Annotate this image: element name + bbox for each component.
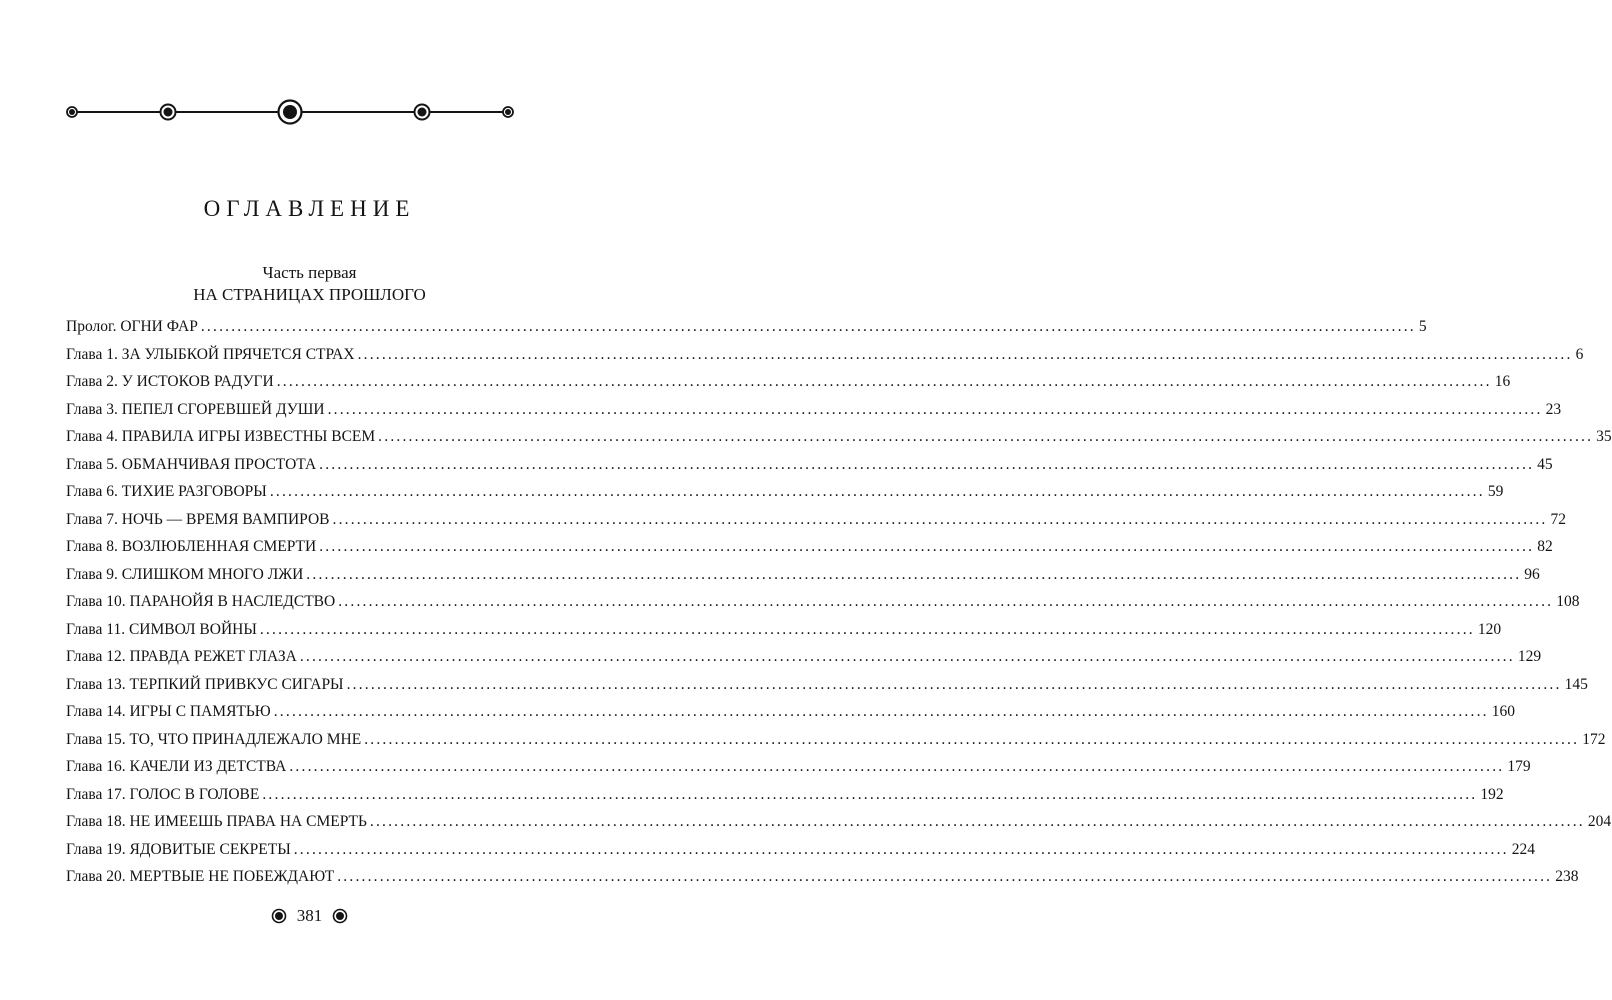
toc-entry-page: 5: [1418, 318, 1427, 335]
toc-entry-title: Пролог. ОГНИ ФАР: [66, 318, 198, 335]
page-number: 381: [296, 906, 323, 925]
toc-entry-page: 238: [1555, 868, 1579, 885]
toc-entry: [66, 313, 1427, 341]
toc-entry-page: 82: [1537, 538, 1553, 555]
toc-dot-leader: ........................................................................................................................................................................................................: [262, 785, 1478, 803]
toc-entry: [66, 726, 1606, 754]
toc-dot-leader: ........................................................................................................................................................................................................: [200, 318, 1416, 335]
toc-dot-leader: ........................................................................................................................................................................................................: [276, 373, 1492, 390]
toc-entry: [66, 698, 1515, 726]
toc-entry-title: Глава 1. ЗА УЛЫБКОЙ ПРЯЧЕТСЯ СТРАХ: [66, 345, 355, 363]
toc-entry: [66, 423, 1612, 451]
toc-entry-title: Глава 7. НОЧЬ — ВРЕМЯ ВАМПИРОВ: [66, 510, 330, 528]
toc-dot-leader: ........................................................................................................................................................................................................: [338, 593, 1554, 610]
footer-ornament-left-icon: [271, 908, 287, 924]
toc-dot-leader: ........................................................................................................................................................................................................: [319, 538, 1535, 555]
toc-dot-leader: ........................................................................................................................................................................................................: [369, 813, 1585, 830]
toc-entry-page: 145: [1564, 675, 1588, 693]
toc-entry: [66, 478, 1504, 506]
toc-entry-title: Глава 6. ТИХИЕ РАЗГОВОРЫ: [66, 483, 267, 500]
toc-entry-page: 179: [1507, 758, 1531, 775]
toc-entry: [66, 643, 1542, 671]
toc-entry-title: Глава 17. ГОЛОС В ГОЛОВЕ: [66, 785, 260, 803]
toc-dot-leader: ........................................................................................................................................................................................................: [269, 483, 1485, 500]
toc-entry: [66, 808, 1612, 836]
toc-entry: [66, 616, 1502, 644]
toc-entry-title: Глава 4. ПРАВИЛА ИГРЫ ИЗВЕСТНЫ ВСЕМ: [66, 428, 376, 445]
toc-entry: [66, 588, 1580, 616]
toc-dot-leader: ........................................................................................................................................................................................................: [357, 345, 1573, 363]
toc-entry-page: 72: [1550, 510, 1566, 528]
toc-entry-title: Глава 2. У ИСТОКОВ РАДУГИ: [66, 373, 274, 390]
toc-dot-leader: ........................................................................................................................................................................................................: [273, 703, 1489, 720]
toc-entry-title: Глава 5. ОБМАНЧИВАЯ ПРОСТОТА: [66, 455, 317, 473]
toc-entry-title: Глава 19. ЯДОВИТЫЕ СЕКРЕТЫ: [66, 840, 291, 858]
toc-entry-title: Глава 3. ПЕПЕЛ СГОРЕВШЕЙ ДУШИ: [66, 400, 325, 418]
toc-entry: [66, 836, 1535, 864]
toc-dot-leader: ........................................................................................................................................................................................................: [364, 730, 1580, 748]
toc-entry: [66, 451, 1553, 479]
toc-entry-page: 129: [1517, 648, 1542, 665]
toc-entry-title: Глава 12. ПРАВДА РЕЖЕТ ГЛАЗА: [66, 648, 297, 665]
toc-entry-title: Глава 9. СЛИШКОМ МНОГО ЛЖИ: [66, 565, 304, 583]
toc-entry-page: 192: [1480, 785, 1504, 803]
toc-entry-title: Глава 13. ТЕРПКИЙ ПРИВКУС СИГАРЫ: [66, 675, 344, 693]
part-label: Часть первая: [262, 263, 357, 282]
toc-entry-page: 204: [1587, 813, 1612, 830]
toc-dot-leader: ........................................................................................................................................................................................................: [327, 400, 1543, 418]
toc-dot-leader: ........................................................................................................................................................................................................: [337, 868, 1553, 885]
toc-dot-leader: ........................................................................................................................................................................................................: [378, 428, 1594, 445]
ornament-node-medium-left: [161, 105, 176, 120]
ornament-node-small-right: [503, 107, 513, 117]
toc-entry: [66, 561, 1540, 589]
table-of-contents: [66, 313, 1612, 891]
toc-entry-title: Глава 10. ПАРАНОЙЯ В НАСЛЕДСТВО: [66, 593, 336, 610]
ornament-node-small-left: [67, 107, 77, 117]
toc-entry-title: Глава 18. НЕ ИМЕЕШЬ ПРАВА НА СМЕРТЬ: [66, 813, 367, 830]
toc-entry: [66, 533, 1553, 561]
toc-entry: [66, 341, 1584, 369]
toc-entry: [66, 863, 1579, 891]
toc-dot-leader: ........................................................................................................................................................................................................: [332, 510, 1548, 528]
toc-entry-title: Глава 8. ВОЗЛЮБЛЕННАЯ СМЕРТИ: [66, 538, 317, 555]
toc-entry-page: 59: [1487, 483, 1504, 500]
toc-entry: [66, 753, 1531, 781]
toc-entry-page: 224: [1511, 840, 1535, 858]
toc-dot-leader: ........................................................................................................................................................................................................: [293, 840, 1509, 858]
toc-entry-page: 120: [1477, 620, 1502, 638]
toc-entry-page: 35: [1596, 428, 1612, 445]
page-footer: [0, 906, 619, 926]
toc-dot-leader: ........................................................................................................................................................................................................: [346, 675, 1562, 693]
toc-entry-page: 23: [1545, 400, 1562, 418]
toc-entry-title: Глава 20. МЕРТВЫЕ НЕ ПОБЕЖДАЮТ: [66, 868, 335, 885]
toc-entry-title: Глава 11. СИМВОЛ ВОЙНЫ: [66, 620, 257, 638]
toc-dot-leader: ........................................................................................................................................................................................................: [319, 455, 1535, 473]
ornament-divider: [60, 96, 520, 128]
toc-dot-leader: ........................................................................................................................................................................................................: [289, 758, 1505, 775]
ornament-node-medium-right: [415, 105, 430, 120]
toc-entry-page: 45: [1537, 455, 1553, 473]
toc-entry-title: Глава 15. ТО, ЧТО ПРИНАДЛЕЖАЛО МНЕ: [66, 730, 362, 748]
toc-dot-leader: ........................................................................................................................................................................................................: [306, 565, 1522, 583]
part-title: НА СТРАНИЦАХ ПРОШЛОГО: [193, 285, 426, 304]
toc-entry-title: Глава 16. КАЧЕЛИ ИЗ ДЕТСТВА: [66, 758, 287, 775]
toc-entry-page: 16: [1494, 373, 1511, 390]
footer-ornament-right-icon: [332, 908, 348, 924]
toc-entry-page: 172: [1582, 730, 1606, 748]
toc-entry-title: Глава 14. ИГРЫ С ПАМЯТЬЮ: [66, 703, 271, 720]
toc-entry: [66, 671, 1588, 699]
ornament-node-large-center: [279, 101, 302, 124]
toc-entry-page: 6: [1575, 345, 1584, 363]
toc-entry: [66, 781, 1504, 809]
toc-entry-page: 160: [1491, 703, 1515, 720]
toc-dot-leader: ........................................................................................................................................................................................................: [259, 620, 1475, 638]
toc-entry-page: 108: [1556, 593, 1580, 610]
toc-entry: [66, 506, 1566, 534]
page-title: ОГЛАВЛЕНИЕ: [203, 196, 416, 221]
toc-entry: [66, 396, 1562, 424]
toc-entry: [66, 368, 1511, 396]
toc-dot-leader: ........................................................................................................................................................................................................: [299, 648, 1515, 665]
toc-entry-page: 96: [1524, 565, 1540, 583]
